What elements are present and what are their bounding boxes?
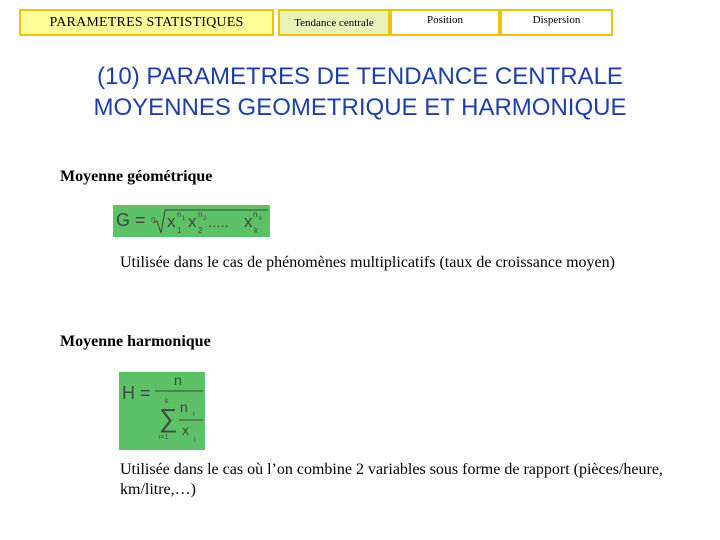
tab-dispersion[interactable] xyxy=(500,9,613,36)
svg-text:x: x xyxy=(182,422,189,438)
svg-text:2: 2 xyxy=(203,216,207,222)
svg-text:x: x xyxy=(188,212,197,231)
svg-text:G =: G = xyxy=(116,210,146,230)
svg-text:n: n xyxy=(253,210,258,219)
nav-main-title[interactable] xyxy=(19,9,274,36)
svg-text:n: n xyxy=(177,210,182,219)
svg-text:i: i xyxy=(194,437,196,444)
svg-text:k: k xyxy=(165,398,169,405)
nav-main-label: PARAMETRES STATISTIQUES xyxy=(49,14,244,30)
tab-dispersion-label: Dispersion xyxy=(532,14,581,26)
svg-text:2: 2 xyxy=(198,226,203,235)
harmonic-mean-description: Utilisée dans le cas où l’on combine 2 variables sous forme de rapport (pièces/heure, km/litre,…) xyxy=(120,461,663,498)
svg-text:1: 1 xyxy=(182,216,186,222)
slide-title-line2: MOYENNES GEOMETRIQUE ET HARMONIQUE xyxy=(93,94,627,121)
svg-text:k: k xyxy=(254,226,258,235)
svg-text:n: n xyxy=(151,215,156,224)
svg-text:n: n xyxy=(198,210,203,219)
geometric-mean-formula xyxy=(113,205,270,237)
tab-position[interactable] xyxy=(390,9,500,36)
svg-text:x: x xyxy=(167,212,176,231)
harmonic-mean-formula xyxy=(119,372,205,450)
top-navigation xyxy=(0,9,720,39)
slide-title-line1: (10) PARAMETRES DE TENDANCE CENTRALE xyxy=(97,63,623,90)
tab-tendance-label: Tendance centrale xyxy=(294,16,374,29)
svg-text:k: k xyxy=(259,216,262,222)
svg-text:n: n xyxy=(180,399,188,415)
svg-text:.....: ..... xyxy=(208,214,229,231)
geometric-mean-heading: Moyenne géométrique xyxy=(60,168,213,185)
geometric-mean-description: Utilisée dans le cas de phénomènes multiplicatifs (taux de croissance moyen) xyxy=(120,254,615,271)
svg-text:H =: H = xyxy=(122,383,151,403)
svg-text:i=1: i=1 xyxy=(159,434,169,441)
harmonic-mean-heading: Moyenne harmonique xyxy=(60,333,211,350)
tab-position-label: Position xyxy=(426,14,464,26)
tab-tendance-centrale[interactable] xyxy=(278,9,390,36)
svg-text:n: n xyxy=(174,372,182,388)
svg-text:i: i xyxy=(193,411,195,418)
svg-text:x: x xyxy=(244,212,253,231)
svg-text:∑: ∑ xyxy=(159,403,178,433)
svg-text:1: 1 xyxy=(177,226,182,235)
